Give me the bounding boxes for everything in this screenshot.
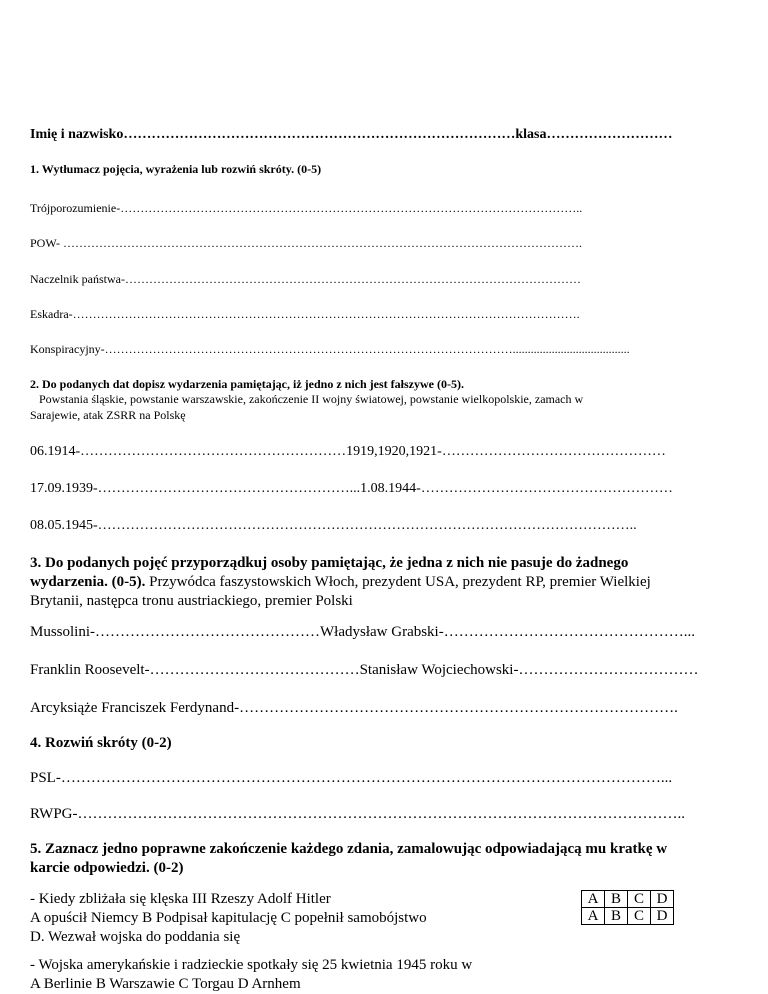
answer-row-2 bbox=[582, 908, 674, 925]
q1-line-eskadra[interactable]: Eskadra-………………………………………………………………………………………………………………. bbox=[30, 307, 580, 321]
q5-title-1: 5. Zaznacz jedno poprawne zakończenie każdego zdania, zamalowując odpowiadającą mu kratkę w bbox=[30, 841, 668, 857]
q4-title: 4. Rozwiń skróty (0-2) bbox=[30, 735, 172, 751]
q5-item-1-options: A opuścił Niemcy B Podpisał kapitulację C popełnił samobójstwo bbox=[30, 910, 427, 926]
q3-line-1[interactable]: Mussolini-………………………………………Władysław Grabski-…………………………………………... bbox=[30, 624, 695, 640]
answer-box-a[interactable]: A bbox=[582, 908, 605, 925]
answer-box-c[interactable]: C bbox=[628, 891, 651, 908]
q1-title: 1. Wytłumacz pojęcia, wyrażenia lub rozwiń skróty. (0-5) bbox=[30, 162, 322, 176]
answer-box-d[interactable]: D bbox=[651, 908, 674, 925]
q5-title-2: karcie odpowiedzi. (0-2) bbox=[30, 860, 184, 876]
q1-line-konspiracyjny[interactable]: Konspiracyjny-…………………………………………………………………………………………....................................... bbox=[30, 342, 630, 356]
q5-item-2-question: - Wojska amerykańskie i radzieckie spotkały się 25 kwietnia 1945 roku w bbox=[30, 957, 473, 973]
q2-events-list: Powstania śląskie, powstanie warszawskie, zakończenie II wojny światowej, powstanie wielkopolskie, zamach w bbox=[39, 392, 584, 406]
name-class-field[interactable]: Imię i nazwisko…………………………………………………………………………klasa……………………… bbox=[30, 127, 673, 142]
answer-card bbox=[581, 890, 674, 925]
answer-box-c[interactable]: C bbox=[628, 908, 651, 925]
answer-box-a[interactable]: A bbox=[582, 891, 605, 908]
q3-title-1: 3. Do podanych pojęć przyporządkuj osoby pamiętając, że jedna z nich nie pasuje do żadnego bbox=[30, 555, 629, 571]
q3-line-3[interactable]: Arcyksiąże Franciszek Ferdynand-……………………………………………………………………………. bbox=[30, 700, 678, 716]
q4-line-rwpg[interactable]: RWPG-………………………………………………………………………………………………………….. bbox=[30, 806, 686, 822]
answer-box-b[interactable]: B bbox=[605, 908, 628, 925]
q3-line-2[interactable]: Franklin Roosevelt-……………………………………Stanisław Wojciechowski-……………………………… bbox=[30, 662, 699, 678]
q3-persons-list: Przywódca faszystowskich Włoch, prezydent USA, prezydent RP, premier Wielkiej bbox=[145, 574, 651, 590]
q5-item-2 bbox=[30, 956, 730, 994]
q1-line-naczelnik[interactable]: Naczelnik państwa-…………………………………………………………………………………………………… bbox=[30, 272, 581, 286]
q2-line-2[interactable]: 17.09.1939-………………………………………………...1.08.1944-……………………………………………… bbox=[30, 481, 673, 496]
q2-line-1[interactable]: 06.1914-…………………………………………………1919,1920,1921-………………………………………… bbox=[30, 444, 666, 459]
q3-instructions bbox=[30, 554, 730, 611]
q2-events-list-cont: Sarajewie, atak ZSRR na Polskę bbox=[30, 408, 186, 422]
q5-item-1-options-cont: D. Wezwał wojska do poddania się bbox=[30, 929, 241, 945]
q1-line-trojporozumienie[interactable]: Trójporozumienie-…………………………………………………………………………………………………….. bbox=[30, 201, 583, 215]
q3-persons-list-cont: Brytanii, następca tronu austriackiego, premier Polski bbox=[30, 593, 353, 609]
q3-title-2: wydarzenia. (0-5). bbox=[30, 574, 146, 590]
answer-box-d[interactable]: D bbox=[651, 891, 674, 908]
answer-row-1 bbox=[582, 891, 674, 908]
q2-line-3[interactable]: 08.05.1945-…………………………………………………………………………………………………….. bbox=[30, 518, 637, 533]
q4-line-psl[interactable]: PSL-…………………………………………………………………………………………………………... bbox=[30, 770, 673, 786]
q2-title: 2. Do podanych dat dopisz wydarzenia pamiętając, iż jedno z nich jest fałszywe (0-5). bbox=[30, 377, 464, 391]
q1-line-pow[interactable]: POW- …………………………………………………………………………………………………………………. bbox=[30, 236, 582, 250]
q5-title bbox=[30, 840, 730, 878]
q5-item-2-options: A Berlinie B Warszawie C Torgau D Arnhem bbox=[30, 976, 301, 992]
q5-item-1-question: - Kiedy zbliżała się klęska III Rzeszy Adolf Hitler bbox=[30, 891, 331, 907]
answer-box-b[interactable]: B bbox=[605, 891, 628, 908]
